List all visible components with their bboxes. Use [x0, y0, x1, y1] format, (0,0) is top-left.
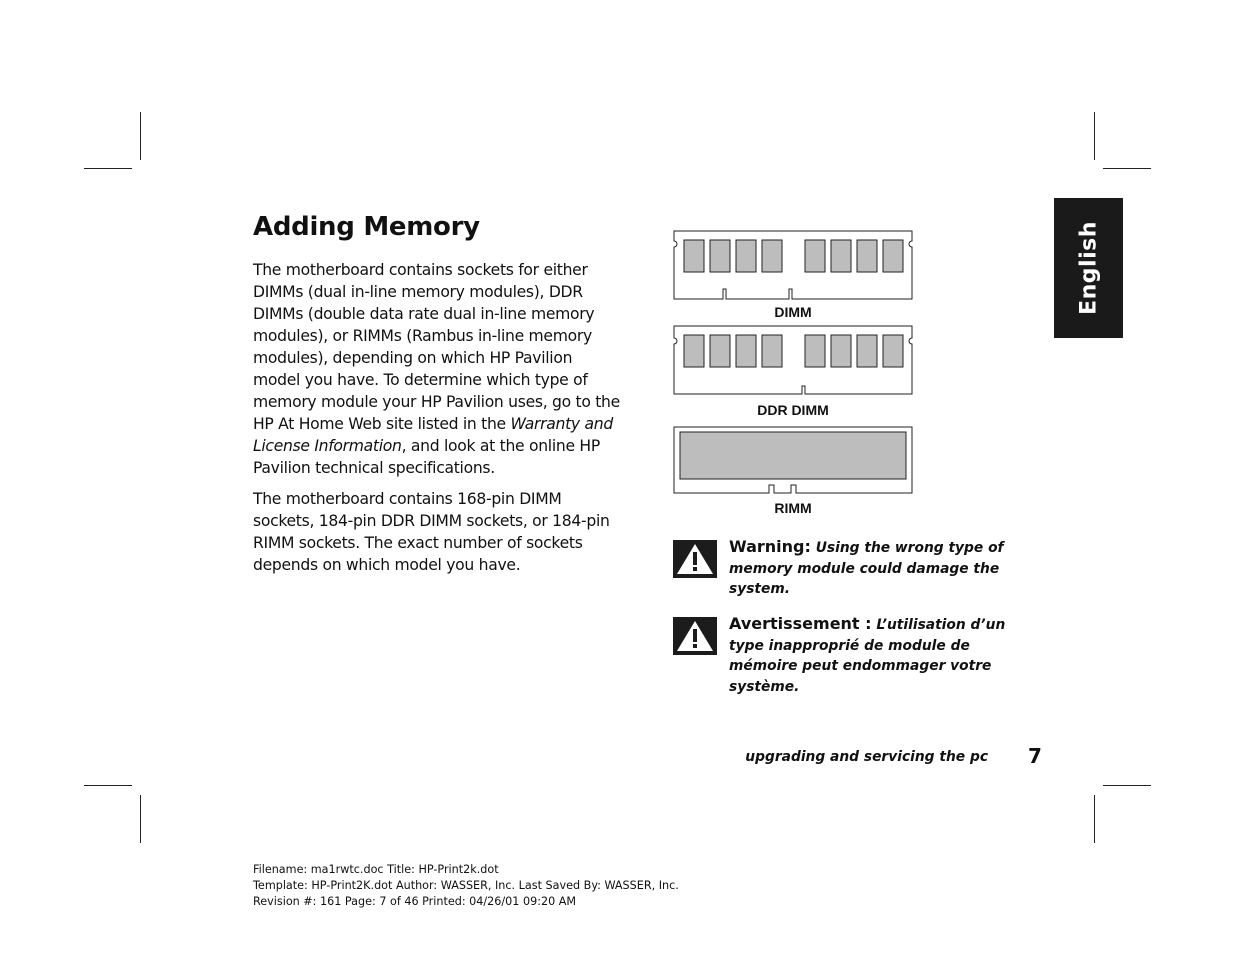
page-number: 7	[1028, 744, 1042, 768]
crop-mark	[1094, 112, 1095, 160]
dimm-illustration	[672, 229, 916, 301]
chapter-footer: upgrading and servicing the pc	[745, 749, 988, 765]
crop-mark	[140, 795, 141, 843]
language-tab-label: English	[1076, 221, 1101, 315]
body-paragraph-2: The motherboard contains 168-pin DIMM sockets, 184-pin DDR DIMM sockets, or 184-pin RIMM sockets. The exact number of sockets depends on which model you have.	[253, 490, 610, 574]
crop-mark	[84, 168, 132, 169]
section-title: Adding Memory	[253, 212, 480, 242]
file-metadata	[253, 862, 679, 910]
warning-note	[729, 537, 1039, 600]
metadata-line: Template: HP-Print2K.dot Author: WASSER, Inc. Last Saved By: WASSER, Inc.	[253, 879, 679, 892]
metadata-line: Revision #: 161 Page: 7 of 46 Printed: 04/26/01 09:20 AM	[253, 895, 577, 908]
body-paragraph-1: The motherboard contains sockets for either DIMMs (dual in-line memory modules), DDR DIMMs (double data rate dual in-line memory modules), or RIMMs (Rambus in-line memory modules), depending on which HP Pavilion model you have. To determine which type of memory module your HP Pavilion uses, go to the HP At Home Web site listed in the Warranty and License Information, and look at the online HP Pavilion technical specifications.	[253, 261, 620, 477]
warning-text: Using the wrong type of memory module could damage the system.	[729, 540, 1004, 597]
rimm-label: RIMM	[774, 500, 812, 516]
language-tab	[1054, 198, 1123, 338]
crop-mark	[1103, 785, 1151, 786]
crop-mark	[1094, 795, 1095, 843]
warning-triangle-icon	[673, 540, 717, 578]
avertissement-text: L’utilisation d’un type inapproprié de module de mémoire peut endommager votre système.	[729, 617, 1006, 695]
rimm-illustration	[672, 425, 916, 497]
crop-mark	[84, 785, 132, 786]
ddr-dimm-illustration	[672, 324, 916, 396]
ddr-dimm-label: DDR DIMM	[757, 402, 829, 418]
avertissement-heading: Avertissement :	[729, 614, 872, 633]
warning-triangle-icon	[673, 617, 717, 655]
crop-mark	[140, 112, 141, 160]
warning-heading: Warning:	[729, 537, 811, 556]
metadata-line: Filename: ma1rwtc.doc Title: HP-Print2k.dot	[253, 863, 499, 876]
crop-mark	[1103, 168, 1151, 169]
dimm-label: DIMM	[774, 304, 812, 320]
avertissement-note	[729, 614, 1039, 697]
